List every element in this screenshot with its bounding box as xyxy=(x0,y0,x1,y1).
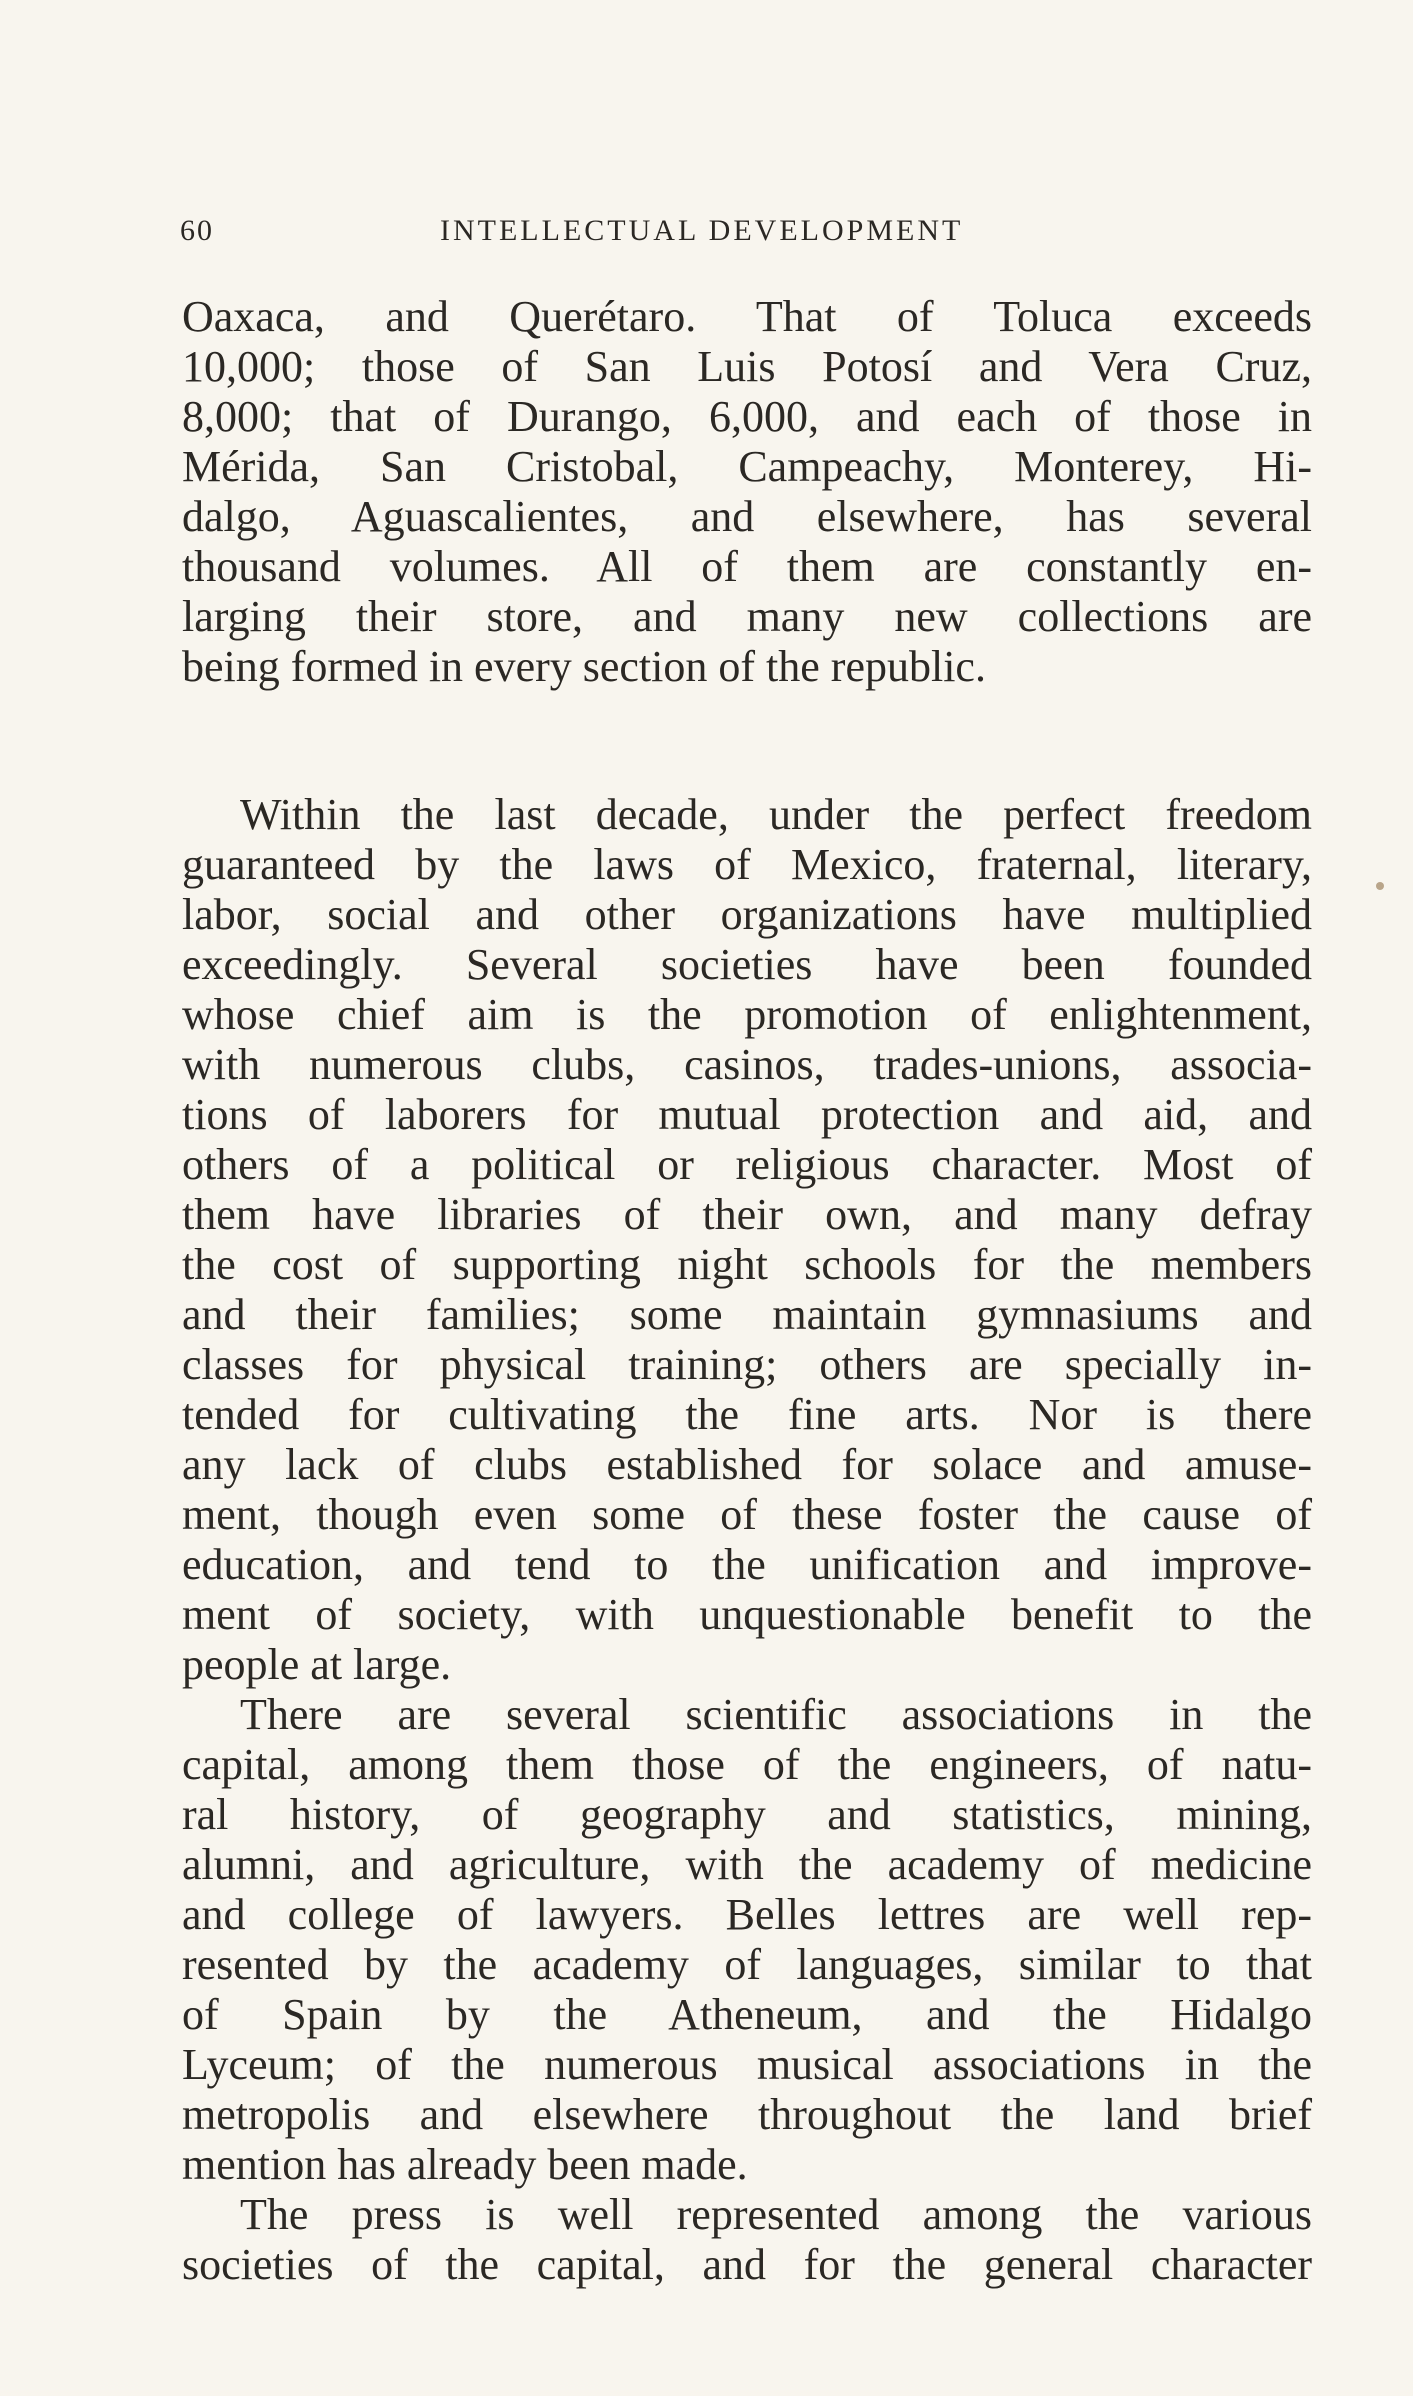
text-line: others of a political or religious character. Most of xyxy=(182,1140,1312,1189)
text-line: ral history, of geography and statistics, mining, xyxy=(182,1790,1312,1839)
text-line: mention has already been made. xyxy=(182,2140,748,2189)
text-line: people at large. xyxy=(182,1640,452,1689)
text-line: There are several scientific associations in the xyxy=(240,1690,1312,1739)
text-line: tions of laborers for mutual protection and aid, and xyxy=(182,1090,1312,1139)
text-line: larging their store, and many new collections are xyxy=(182,592,1312,641)
text-line: Oaxaca, and Querétaro. That of Toluca exceeds xyxy=(182,292,1312,341)
text-line: alumni, and agriculture, with the academy of medicine xyxy=(182,1840,1312,1889)
text-line: whose chief aim is the promotion of enlightenment, xyxy=(182,990,1312,1039)
text-line: guaranteed by the laws of Mexico, fraternal, literary, xyxy=(182,840,1312,889)
text-line: them have libraries of their own, and many defray xyxy=(182,1190,1312,1239)
text-line: ment, though even some of these foster the cause of xyxy=(182,1490,1312,1539)
text-line: being formed in every section of the republic. xyxy=(182,642,986,691)
paragraph-3 xyxy=(182,1690,1312,2190)
text-line: and college of lawyers. Belles lettres are well rep- xyxy=(182,1890,1312,1939)
paragraph-gap xyxy=(182,692,1312,790)
text-line: metropolis and elsewhere throughout the land brief xyxy=(182,2090,1312,2139)
text-line: exceedingly. Several societies have been founded xyxy=(182,940,1312,989)
text-line: labor, social and other organizations have multiplied xyxy=(182,890,1312,939)
text-line: with numerous clubs, casinos, trades-unions, associa- xyxy=(182,1040,1312,1089)
text-line: and their families; some maintain gymnasiums and xyxy=(182,1290,1312,1339)
running-head xyxy=(180,200,1040,260)
text-line: classes for physical training; others are specially in- xyxy=(182,1340,1312,1389)
running-title: INTELLECTUAL DEVELOPMENT xyxy=(440,214,964,247)
text-line: ment of society, with unquestionable benefit to the xyxy=(182,1590,1312,1639)
paper-speck xyxy=(1376,882,1384,890)
text-line: 8,000; that of Durango, 6,000, and each of those in xyxy=(182,392,1312,441)
paragraph-1 xyxy=(182,292,1312,692)
text-line: of Spain by the Atheneum, and the Hidalgo xyxy=(182,1990,1312,2039)
text-line: tended for cultivating the fine arts. Nor is there xyxy=(182,1390,1312,1439)
text-line: The press is well represented among the various xyxy=(240,2190,1312,2239)
text-line: resented by the academy of languages, similar to that xyxy=(182,1940,1312,1989)
text-line: capital, among them those of the engineers, of natu- xyxy=(182,1740,1312,1789)
text-line: any lack of clubs established for solace and amuse- xyxy=(182,1440,1312,1489)
text-line: thousand volumes. All of them are constantly en- xyxy=(182,542,1312,591)
text-line: Within the last decade, under the perfect freedom xyxy=(240,790,1312,839)
text-line: 10,000; those of San Luis Potosí and Vera Cruz, xyxy=(182,342,1312,391)
paragraph-4 xyxy=(182,2190,1312,2290)
page-number: 60 xyxy=(180,214,214,247)
text-line: the cost of supporting night schools for the members xyxy=(182,1240,1312,1289)
text-line: dalgo, Aguascalientes, and elsewhere, has several xyxy=(182,492,1312,541)
text-line: Lyceum; of the numerous musical associations in the xyxy=(182,2040,1312,2089)
body-text xyxy=(182,292,1312,2290)
text-line: education, and tend to the unification and improve- xyxy=(182,1540,1312,1589)
paragraph-2 xyxy=(182,790,1312,1690)
text-line: societies of the capital, and for the general character xyxy=(182,2240,1312,2289)
text-line: Mérida, San Cristobal, Campeachy, Monterey, Hi- xyxy=(182,442,1312,491)
